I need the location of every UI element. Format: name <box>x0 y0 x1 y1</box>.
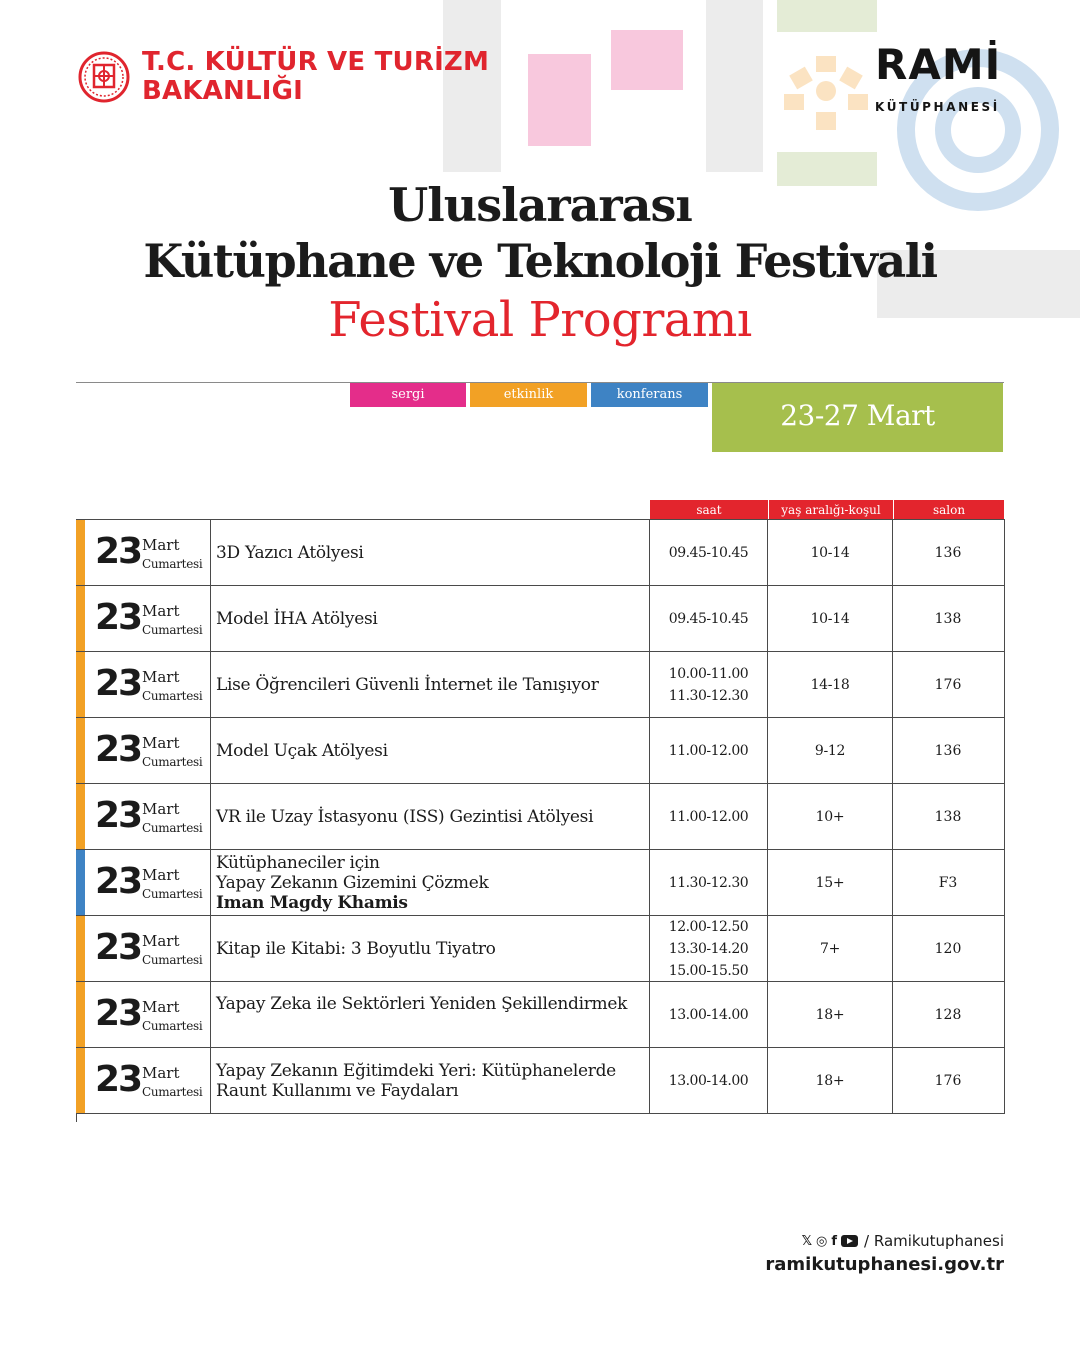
table-row <box>76 586 1005 652</box>
event-title: Raunt Kullanımı ve Faydaları <box>216 1080 459 1101</box>
time-cell <box>650 784 768 849</box>
time-slot: 09.45-10.45 <box>668 610 749 627</box>
decor-block <box>777 0 877 32</box>
event-speaker: Iman Magdy Khamis <box>216 892 408 913</box>
date-weekday: Cumartesi <box>142 689 203 703</box>
header-time: saat <box>650 500 768 520</box>
category-bar-etkinlik <box>76 520 85 585</box>
time-slot: 10.00-11.00 <box>668 665 749 682</box>
date-cell <box>85 652 211 717</box>
event-cell <box>211 718 650 783</box>
date-month: Mart <box>142 668 180 686</box>
event-cell <box>211 850 650 915</box>
date-weekday: Cumartesi <box>142 821 203 835</box>
date-month: Mart <box>142 734 180 752</box>
page-subtitle: Festival Programı <box>328 292 752 348</box>
date-weekday: Cumartesi <box>142 887 203 901</box>
date-month: Mart <box>142 932 180 950</box>
event-cell <box>211 652 650 717</box>
rami-subtitle: KÜTÜPHANESİ <box>875 100 1000 114</box>
date-cell <box>85 586 211 651</box>
room-cell: 176 <box>934 676 962 693</box>
date-cell <box>85 850 211 915</box>
website-link[interactable]: ramikutuphanesi.gov.tr <box>765 1254 1004 1275</box>
date-day: 23 <box>95 927 142 968</box>
age-cell: 7+ <box>768 916 893 981</box>
age-cell: 14-18 <box>768 652 893 717</box>
category-bar-etkinlik <box>76 916 85 981</box>
room-cell: 138 <box>934 808 962 825</box>
age-cell: 15+ <box>768 850 893 915</box>
category-bar-etkinlik <box>76 1048 85 1113</box>
date-cell <box>85 982 211 1047</box>
ministry-name-line2: BAKANLIĞI <box>142 76 304 106</box>
room-cell: 138 <box>934 610 962 627</box>
header-age: yaş aralığı-koşul <box>768 500 893 520</box>
date-day: 23 <box>95 531 142 572</box>
date-day: 23 <box>95 663 142 704</box>
event-title: Model İHA Atölyesi <box>216 608 378 629</box>
time-cell <box>650 586 768 651</box>
event-title: Yapay Zekanın Eğitimdeki Yeri: Kütüphanelerde <box>216 1060 616 1081</box>
time-cell <box>650 520 768 585</box>
time-slot: 11.00-12.00 <box>668 808 749 825</box>
category-bar-etkinlik <box>76 718 85 783</box>
event-title: Lise Öğrencileri Güvenli İnternet ile Tanışıyor <box>216 674 599 695</box>
date-month: Mart <box>142 602 180 620</box>
event-cell <box>211 586 650 651</box>
age-cell: 10-14 <box>768 520 893 585</box>
ministry-seal-icon <box>78 51 130 103</box>
event-title: VR ile Uzay İstasyonu (ISS) Gezintisi Atölyesi <box>216 806 594 827</box>
date-weekday: Cumartesi <box>142 1085 203 1099</box>
rami-name: RAMİ <box>875 40 1002 89</box>
schedule-table <box>76 519 1005 1114</box>
date-weekday: Cumartesi <box>142 953 203 967</box>
date-day: 23 <box>95 795 142 836</box>
time-slot: 15.00-15.50 <box>668 962 749 979</box>
date-day: 23 <box>95 993 142 1034</box>
time-cell <box>650 718 768 783</box>
date-cell <box>85 784 211 849</box>
date-day: 23 <box>95 729 142 770</box>
time-cell <box>650 916 768 981</box>
date-weekday: Cumartesi <box>142 1019 203 1033</box>
event-cell <box>211 916 650 981</box>
date-day: 23 <box>95 861 142 902</box>
date-day: 23 <box>95 597 142 638</box>
room-cell: F3 <box>938 874 958 891</box>
table-row <box>76 1048 1005 1114</box>
youtube-icon[interactable] <box>841 1235 858 1247</box>
legend-etkinlik: etkinlik <box>470 383 587 407</box>
time-slot: 11.00-12.00 <box>668 742 749 759</box>
date-month: Mart <box>142 866 180 884</box>
time-slot: 13.30-14.20 <box>668 940 749 957</box>
time-cell <box>650 1048 768 1113</box>
time-slot: 13.00-14.00 <box>668 1072 749 1089</box>
decor-block <box>611 30 683 90</box>
date-month: Mart <box>142 800 180 818</box>
room-cell: 136 <box>934 742 962 759</box>
legend-konferans: konferans <box>591 383 708 407</box>
social-links <box>765 1230 1004 1252</box>
event-title: Yapay Zeka ile Sektörleri Yeniden Şekillendirmek <box>216 994 628 1014</box>
age-cell: 18+ <box>768 1048 893 1113</box>
category-bar-etkinlik <box>76 784 85 849</box>
table-row <box>76 982 1005 1048</box>
ministry-name-line1: T.C. KÜLTÜR VE TURİZM <box>142 47 490 77</box>
time-cell <box>650 652 768 717</box>
page-title-line1: Uluslararası <box>388 178 692 232</box>
date-month: Mart <box>142 998 180 1016</box>
time-slot: 11.30-12.30 <box>668 687 749 704</box>
table-row <box>76 718 1005 784</box>
time-slot: 09.45-10.45 <box>668 544 749 561</box>
date-cell <box>85 718 211 783</box>
x-icon[interactable]: 𝕏 <box>801 1233 813 1249</box>
header-room: salon <box>893 500 1004 520</box>
time-cell <box>650 982 768 1047</box>
date-range-badge: 23-27 Mart <box>712 383 1003 452</box>
instagram-icon[interactable]: ◎ <box>816 1233 828 1249</box>
date-month: Mart <box>142 1064 180 1082</box>
age-cell: 10+ <box>768 784 893 849</box>
age-cell: 10-14 <box>768 586 893 651</box>
table-row <box>76 916 1005 982</box>
event-title: Kütüphaneciler için <box>216 852 380 873</box>
legend-sergi: sergi <box>350 383 466 407</box>
facebook-icon[interactable]: f <box>831 1233 838 1249</box>
date-weekday: Cumartesi <box>142 623 203 637</box>
table-row <box>76 520 1005 586</box>
age-cell: 9-12 <box>768 718 893 783</box>
date-month: Mart <box>142 536 180 554</box>
time-slot: 12.00-12.50 <box>668 918 749 935</box>
date-cell <box>85 1048 211 1113</box>
event-title: Yapay Zekanın Gizemini Çözmek <box>216 872 489 893</box>
page-title-line2: Kütüphane ve Teknoloji Festivali <box>143 234 937 288</box>
event-cell <box>211 520 650 585</box>
footer <box>765 1230 1004 1275</box>
category-bar-etkinlik <box>76 652 85 717</box>
event-title: Model Uçak Atölyesi <box>216 740 388 761</box>
ministry-logo <box>78 48 489 106</box>
room-cell: 120 <box>934 940 962 957</box>
decor-block <box>528 54 591 146</box>
room-cell: 136 <box>934 544 962 561</box>
date-cell <box>85 916 211 981</box>
room-cell: 176 <box>934 1072 962 1089</box>
date-weekday: Cumartesi <box>142 557 203 571</box>
category-bar-etkinlik <box>76 982 85 1047</box>
category-bar-konferans <box>76 850 85 915</box>
table-header <box>650 500 1004 520</box>
event-cell <box>211 784 650 849</box>
event-cell <box>211 1048 650 1113</box>
age-cell: 18+ <box>768 982 893 1047</box>
date-day: 23 <box>95 1059 142 1100</box>
category-bar-etkinlik <box>76 586 85 651</box>
decor-block <box>706 0 763 172</box>
social-handle[interactable]: / Ramikutuphanesi <box>864 1232 1004 1250</box>
date-weekday: Cumartesi <box>142 755 203 769</box>
event-title: 3D Yazıcı Atölyesi <box>216 542 364 563</box>
time-slot: 11.30-12.30 <box>668 874 749 891</box>
room-cell: 128 <box>934 1006 962 1023</box>
table-row <box>76 784 1005 850</box>
table-row <box>76 652 1005 718</box>
event-cell <box>211 982 650 1047</box>
table-row <box>76 850 1005 916</box>
time-cell <box>650 850 768 915</box>
event-title: Kitap ile Kitabi: 3 Boyutlu Tiyatro <box>216 938 496 959</box>
time-slot: 13.00-14.00 <box>668 1006 749 1023</box>
date-cell <box>85 520 211 585</box>
